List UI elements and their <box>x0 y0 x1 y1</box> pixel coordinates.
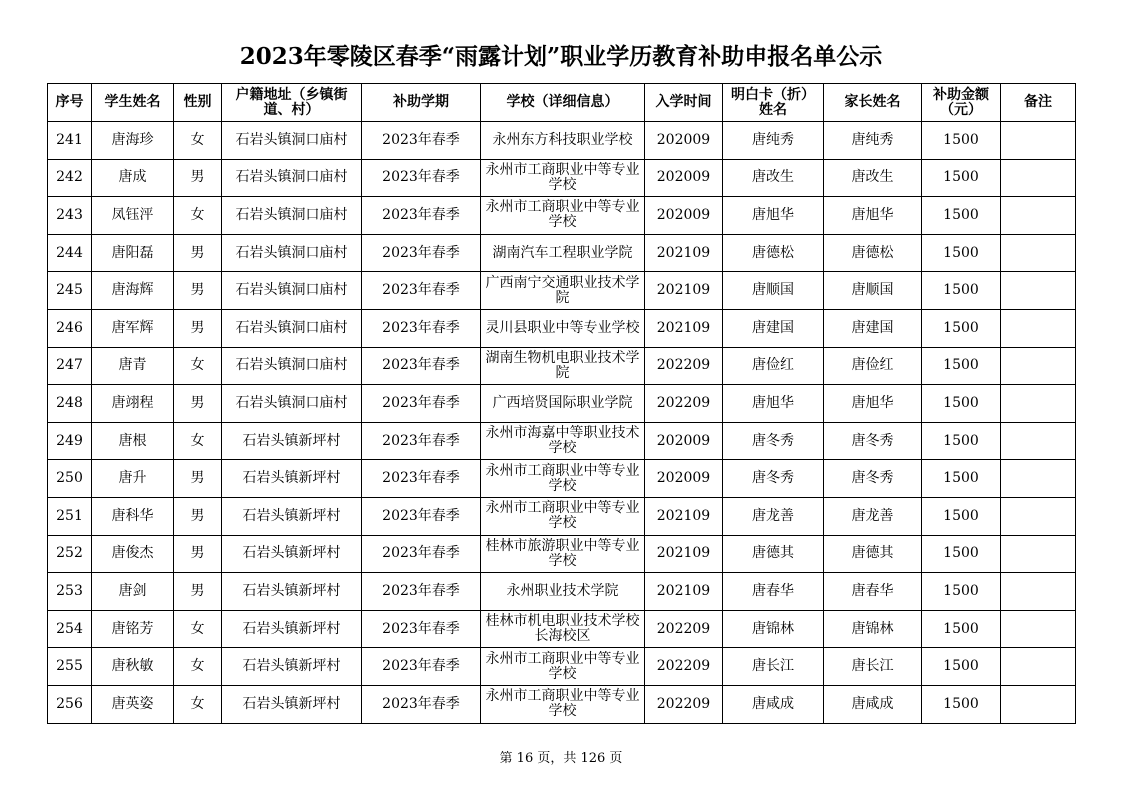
table-row <box>48 272 1076 310</box>
term-cell: 2023年春季 <box>362 422 481 460</box>
parent-name-cell: 唐纯秀 <box>824 122 922 160</box>
enroll-date-cell: 202209 <box>645 648 723 686</box>
parent-name-cell: 唐龙善 <box>824 497 922 535</box>
enroll-date-cell: 202009 <box>645 197 723 235</box>
term-cell: 2023年春季 <box>362 159 481 197</box>
note-cell <box>1001 648 1076 686</box>
address-cell: 石岩头镇新坪村 <box>222 573 362 611</box>
table-row <box>48 347 1076 385</box>
card-name-cell: 唐纯秀 <box>723 122 824 160</box>
gender-cell: 男 <box>174 535 222 573</box>
school-cell: 永州东方科技职业学校 <box>481 122 645 160</box>
roster-table <box>47 83 1076 724</box>
card-name-cell: 唐俭红 <box>723 347 824 385</box>
card-name-cell: 唐建国 <box>723 309 824 347</box>
address-cell: 石岩头镇新坪村 <box>222 648 362 686</box>
table-row <box>48 610 1076 648</box>
school-cell: 广西南宁交通职业技术学院 <box>481 272 645 310</box>
amount-cell: 1500 <box>922 610 1001 648</box>
note-cell <box>1001 159 1076 197</box>
gender-cell: 男 <box>174 159 222 197</box>
enroll-date-cell: 202109 <box>645 497 723 535</box>
term-cell: 2023年春季 <box>362 497 481 535</box>
parent-name-cell: 唐旭华 <box>824 197 922 235</box>
address-cell: 石岩头镇新坪村 <box>222 422 362 460</box>
amount-cell: 1500 <box>922 460 1001 498</box>
amount-cell: 1500 <box>922 535 1001 573</box>
student-name-cell: 唐青 <box>92 347 174 385</box>
card-name-cell: 唐锦林 <box>723 610 824 648</box>
enroll-date-cell: 202209 <box>645 610 723 648</box>
enroll-date-cell: 202109 <box>645 573 723 611</box>
enroll-date-cell: 202109 <box>645 535 723 573</box>
school-cell: 广西培贤国际职业学院 <box>481 385 645 423</box>
note-cell <box>1001 573 1076 611</box>
table-row <box>48 159 1076 197</box>
table-row <box>48 422 1076 460</box>
serial-cell: 249 <box>48 422 92 460</box>
enroll-date-cell: 202109 <box>645 272 723 310</box>
term-cell: 2023年春季 <box>362 648 481 686</box>
note-cell <box>1001 309 1076 347</box>
table-row <box>48 309 1076 347</box>
amount-cell: 1500 <box>922 573 1001 611</box>
student-name-cell: 唐俊杰 <box>92 535 174 573</box>
serial-cell: 241 <box>48 122 92 160</box>
school-cell: 永州市工商职业中等专业学校 <box>481 197 645 235</box>
school-cell: 桂林市旅游职业中等专业学校 <box>481 535 645 573</box>
school-cell: 永州市工商职业中等专业学校 <box>481 497 645 535</box>
student-name-cell: 唐剑 <box>92 573 174 611</box>
card-name-cell: 唐德其 <box>723 535 824 573</box>
card-name-cell: 唐改生 <box>723 159 824 197</box>
gender-cell: 女 <box>174 610 222 648</box>
address-cell: 石岩头镇洞口庙村 <box>222 309 362 347</box>
gender-cell: 女 <box>174 197 222 235</box>
address-cell: 石岩头镇洞口庙村 <box>222 122 362 160</box>
parent-name-cell: 唐锦林 <box>824 610 922 648</box>
table-row <box>48 122 1076 160</box>
serial-cell: 246 <box>48 309 92 347</box>
parent-name-cell: 唐俭红 <box>824 347 922 385</box>
amount-cell: 1500 <box>922 385 1001 423</box>
amount-cell: 1500 <box>922 122 1001 160</box>
note-cell <box>1001 535 1076 573</box>
parent-name-cell: 唐德其 <box>824 535 922 573</box>
note-cell <box>1001 460 1076 498</box>
student-name-cell: 唐根 <box>92 422 174 460</box>
card-name-cell: 唐春华 <box>723 573 824 611</box>
amount-cell: 1500 <box>922 197 1001 235</box>
address-cell: 石岩头镇洞口庙村 <box>222 385 362 423</box>
amount-cell: 1500 <box>922 422 1001 460</box>
parent-name-cell: 唐德松 <box>824 234 922 272</box>
page-title: 2023年零陵区春季“雨露计划”职业学历教育补助申报名单公示 <box>239 43 883 70</box>
parent-name-cell: 唐建国 <box>824 309 922 347</box>
header-cell: 序号 <box>48 84 92 122</box>
enroll-date-cell: 202209 <box>645 685 723 723</box>
gender-cell: 女 <box>174 347 222 385</box>
table-row <box>48 685 1076 723</box>
student-name-cell: 唐成 <box>92 159 174 197</box>
note-cell <box>1001 272 1076 310</box>
student-name-cell: 唐海辉 <box>92 272 174 310</box>
table-row <box>48 197 1076 235</box>
header-cell: 学校（详细信息） <box>481 84 645 122</box>
serial-cell: 256 <box>48 685 92 723</box>
amount-cell: 1500 <box>922 309 1001 347</box>
term-cell: 2023年春季 <box>362 272 481 310</box>
parent-name-cell: 唐改生 <box>824 159 922 197</box>
student-name-cell: 唐秋敏 <box>92 648 174 686</box>
address-cell: 石岩头镇洞口庙村 <box>222 272 362 310</box>
card-name-cell: 唐旭华 <box>723 197 824 235</box>
term-cell: 2023年春季 <box>362 122 481 160</box>
amount-cell: 1500 <box>922 685 1001 723</box>
enroll-date-cell: 202209 <box>645 385 723 423</box>
parent-name-cell: 唐长江 <box>824 648 922 686</box>
note-cell <box>1001 422 1076 460</box>
address-cell: 石岩头镇新坪村 <box>222 460 362 498</box>
amount-cell: 1500 <box>922 497 1001 535</box>
gender-cell: 女 <box>174 685 222 723</box>
student-name-cell: 唐阳磊 <box>92 234 174 272</box>
serial-cell: 247 <box>48 347 92 385</box>
parent-name-cell: 唐冬秀 <box>824 460 922 498</box>
enroll-date-cell: 202009 <box>645 460 723 498</box>
student-name-cell: 唐海珍 <box>92 122 174 160</box>
school-cell: 湖南生物机电职业技术学院 <box>481 347 645 385</box>
gender-cell: 女 <box>174 422 222 460</box>
table-row <box>48 535 1076 573</box>
card-name-cell: 唐旭华 <box>723 385 824 423</box>
parent-name-cell: 唐春华 <box>824 573 922 611</box>
serial-cell: 254 <box>48 610 92 648</box>
address-cell: 石岩头镇新坪村 <box>222 685 362 723</box>
enroll-date-cell: 202009 <box>645 422 723 460</box>
enroll-date-cell: 202009 <box>645 159 723 197</box>
term-cell: 2023年春季 <box>362 385 481 423</box>
note-cell <box>1001 347 1076 385</box>
header-cell: 补助学期 <box>362 84 481 122</box>
term-cell: 2023年春季 <box>362 610 481 648</box>
parent-name-cell: 唐旭华 <box>824 385 922 423</box>
card-name-cell: 唐咸成 <box>723 685 824 723</box>
header-cell: 明白卡（折）姓名 <box>723 84 824 122</box>
term-cell: 2023年春季 <box>362 197 481 235</box>
serial-cell: 252 <box>48 535 92 573</box>
gender-cell: 男 <box>174 385 222 423</box>
table-row <box>48 460 1076 498</box>
note-cell <box>1001 610 1076 648</box>
term-cell: 2023年春季 <box>362 460 481 498</box>
term-cell: 2023年春季 <box>362 535 481 573</box>
parent-name-cell: 唐咸成 <box>824 685 922 723</box>
school-cell: 永州市工商职业中等专业学校 <box>481 685 645 723</box>
student-name-cell: 唐铭芳 <box>92 610 174 648</box>
serial-cell: 244 <box>48 234 92 272</box>
header-cell: 入学时间 <box>645 84 723 122</box>
header-cell: 户籍地址（乡镇街道、村） <box>222 84 362 122</box>
note-cell <box>1001 197 1076 235</box>
enroll-date-cell: 202009 <box>645 122 723 160</box>
header-cell: 家长姓名 <box>824 84 922 122</box>
school-cell: 湖南汽车工程职业学院 <box>481 234 645 272</box>
note-cell <box>1001 234 1076 272</box>
amount-cell: 1500 <box>922 234 1001 272</box>
page-footer: 第 16 页，共 126 页 <box>499 751 623 766</box>
address-cell: 石岩头镇洞口庙村 <box>222 159 362 197</box>
school-cell: 永州职业技术学院 <box>481 573 645 611</box>
address-cell: 石岩头镇新坪村 <box>222 497 362 535</box>
header-row <box>48 84 1076 122</box>
school-cell: 永州市工商职业中等专业学校 <box>481 648 645 686</box>
student-name-cell: 唐升 <box>92 460 174 498</box>
note-cell <box>1001 122 1076 160</box>
school-cell: 永州市工商职业中等专业学校 <box>481 159 645 197</box>
gender-cell: 男 <box>174 573 222 611</box>
amount-cell: 1500 <box>922 648 1001 686</box>
serial-cell: 248 <box>48 385 92 423</box>
school-cell: 灵川县职业中等专业学校 <box>481 309 645 347</box>
gender-cell: 女 <box>174 648 222 686</box>
enroll-date-cell: 202109 <box>645 234 723 272</box>
term-cell: 2023年春季 <box>362 234 481 272</box>
term-cell: 2023年春季 <box>362 309 481 347</box>
gender-cell: 男 <box>174 234 222 272</box>
address-cell: 石岩头镇洞口庙村 <box>222 234 362 272</box>
table-row <box>48 573 1076 611</box>
amount-cell: 1500 <box>922 272 1001 310</box>
student-name-cell: 唐科华 <box>92 497 174 535</box>
header-cell: 性别 <box>174 84 222 122</box>
card-name-cell: 唐顺国 <box>723 272 824 310</box>
term-cell: 2023年春季 <box>362 685 481 723</box>
table-row <box>48 648 1076 686</box>
address-cell: 石岩头镇洞口庙村 <box>222 197 362 235</box>
gender-cell: 男 <box>174 460 222 498</box>
card-name-cell: 唐冬秀 <box>723 422 824 460</box>
note-cell <box>1001 385 1076 423</box>
serial-cell: 255 <box>48 648 92 686</box>
header-cell: 学生姓名 <box>92 84 174 122</box>
amount-cell: 1500 <box>922 347 1001 385</box>
gender-cell: 男 <box>174 497 222 535</box>
serial-cell: 251 <box>48 497 92 535</box>
table-row <box>48 385 1076 423</box>
address-cell: 石岩头镇洞口庙村 <box>222 347 362 385</box>
parent-name-cell: 唐顺国 <box>824 272 922 310</box>
gender-cell: 男 <box>174 309 222 347</box>
student-name-cell: 唐军辉 <box>92 309 174 347</box>
term-cell: 2023年春季 <box>362 347 481 385</box>
note-cell <box>1001 685 1076 723</box>
table-row <box>48 234 1076 272</box>
student-name-cell: 唐英姿 <box>92 685 174 723</box>
header-cell: 补助金额（元） <box>922 84 1001 122</box>
school-cell: 永州市海嘉中等职业技术学校 <box>481 422 645 460</box>
enroll-date-cell: 202209 <box>645 347 723 385</box>
card-name-cell: 唐龙善 <box>723 497 824 535</box>
address-cell: 石岩头镇新坪村 <box>222 535 362 573</box>
serial-cell: 245 <box>48 272 92 310</box>
card-name-cell: 唐长江 <box>723 648 824 686</box>
gender-cell: 男 <box>174 272 222 310</box>
enroll-date-cell: 202109 <box>645 309 723 347</box>
serial-cell: 242 <box>48 159 92 197</box>
school-cell: 永州市工商职业中等专业学校 <box>481 460 645 498</box>
parent-name-cell: 唐冬秀 <box>824 422 922 460</box>
serial-cell: 253 <box>48 573 92 611</box>
address-cell: 石岩头镇新坪村 <box>222 610 362 648</box>
serial-cell: 243 <box>48 197 92 235</box>
term-cell: 2023年春季 <box>362 573 481 611</box>
school-cell: 桂林市机电职业技术学校长海校区 <box>481 610 645 648</box>
card-name-cell: 唐冬秀 <box>723 460 824 498</box>
student-name-cell: 凤钰泙 <box>92 197 174 235</box>
gender-cell: 女 <box>174 122 222 160</box>
amount-cell: 1500 <box>922 159 1001 197</box>
card-name-cell: 唐德松 <box>723 234 824 272</box>
note-cell <box>1001 497 1076 535</box>
header-cell: 备注 <box>1001 84 1076 122</box>
table-row <box>48 497 1076 535</box>
serial-cell: 250 <box>48 460 92 498</box>
roster-body <box>48 122 1076 724</box>
student-name-cell: 唐翊程 <box>92 385 174 423</box>
